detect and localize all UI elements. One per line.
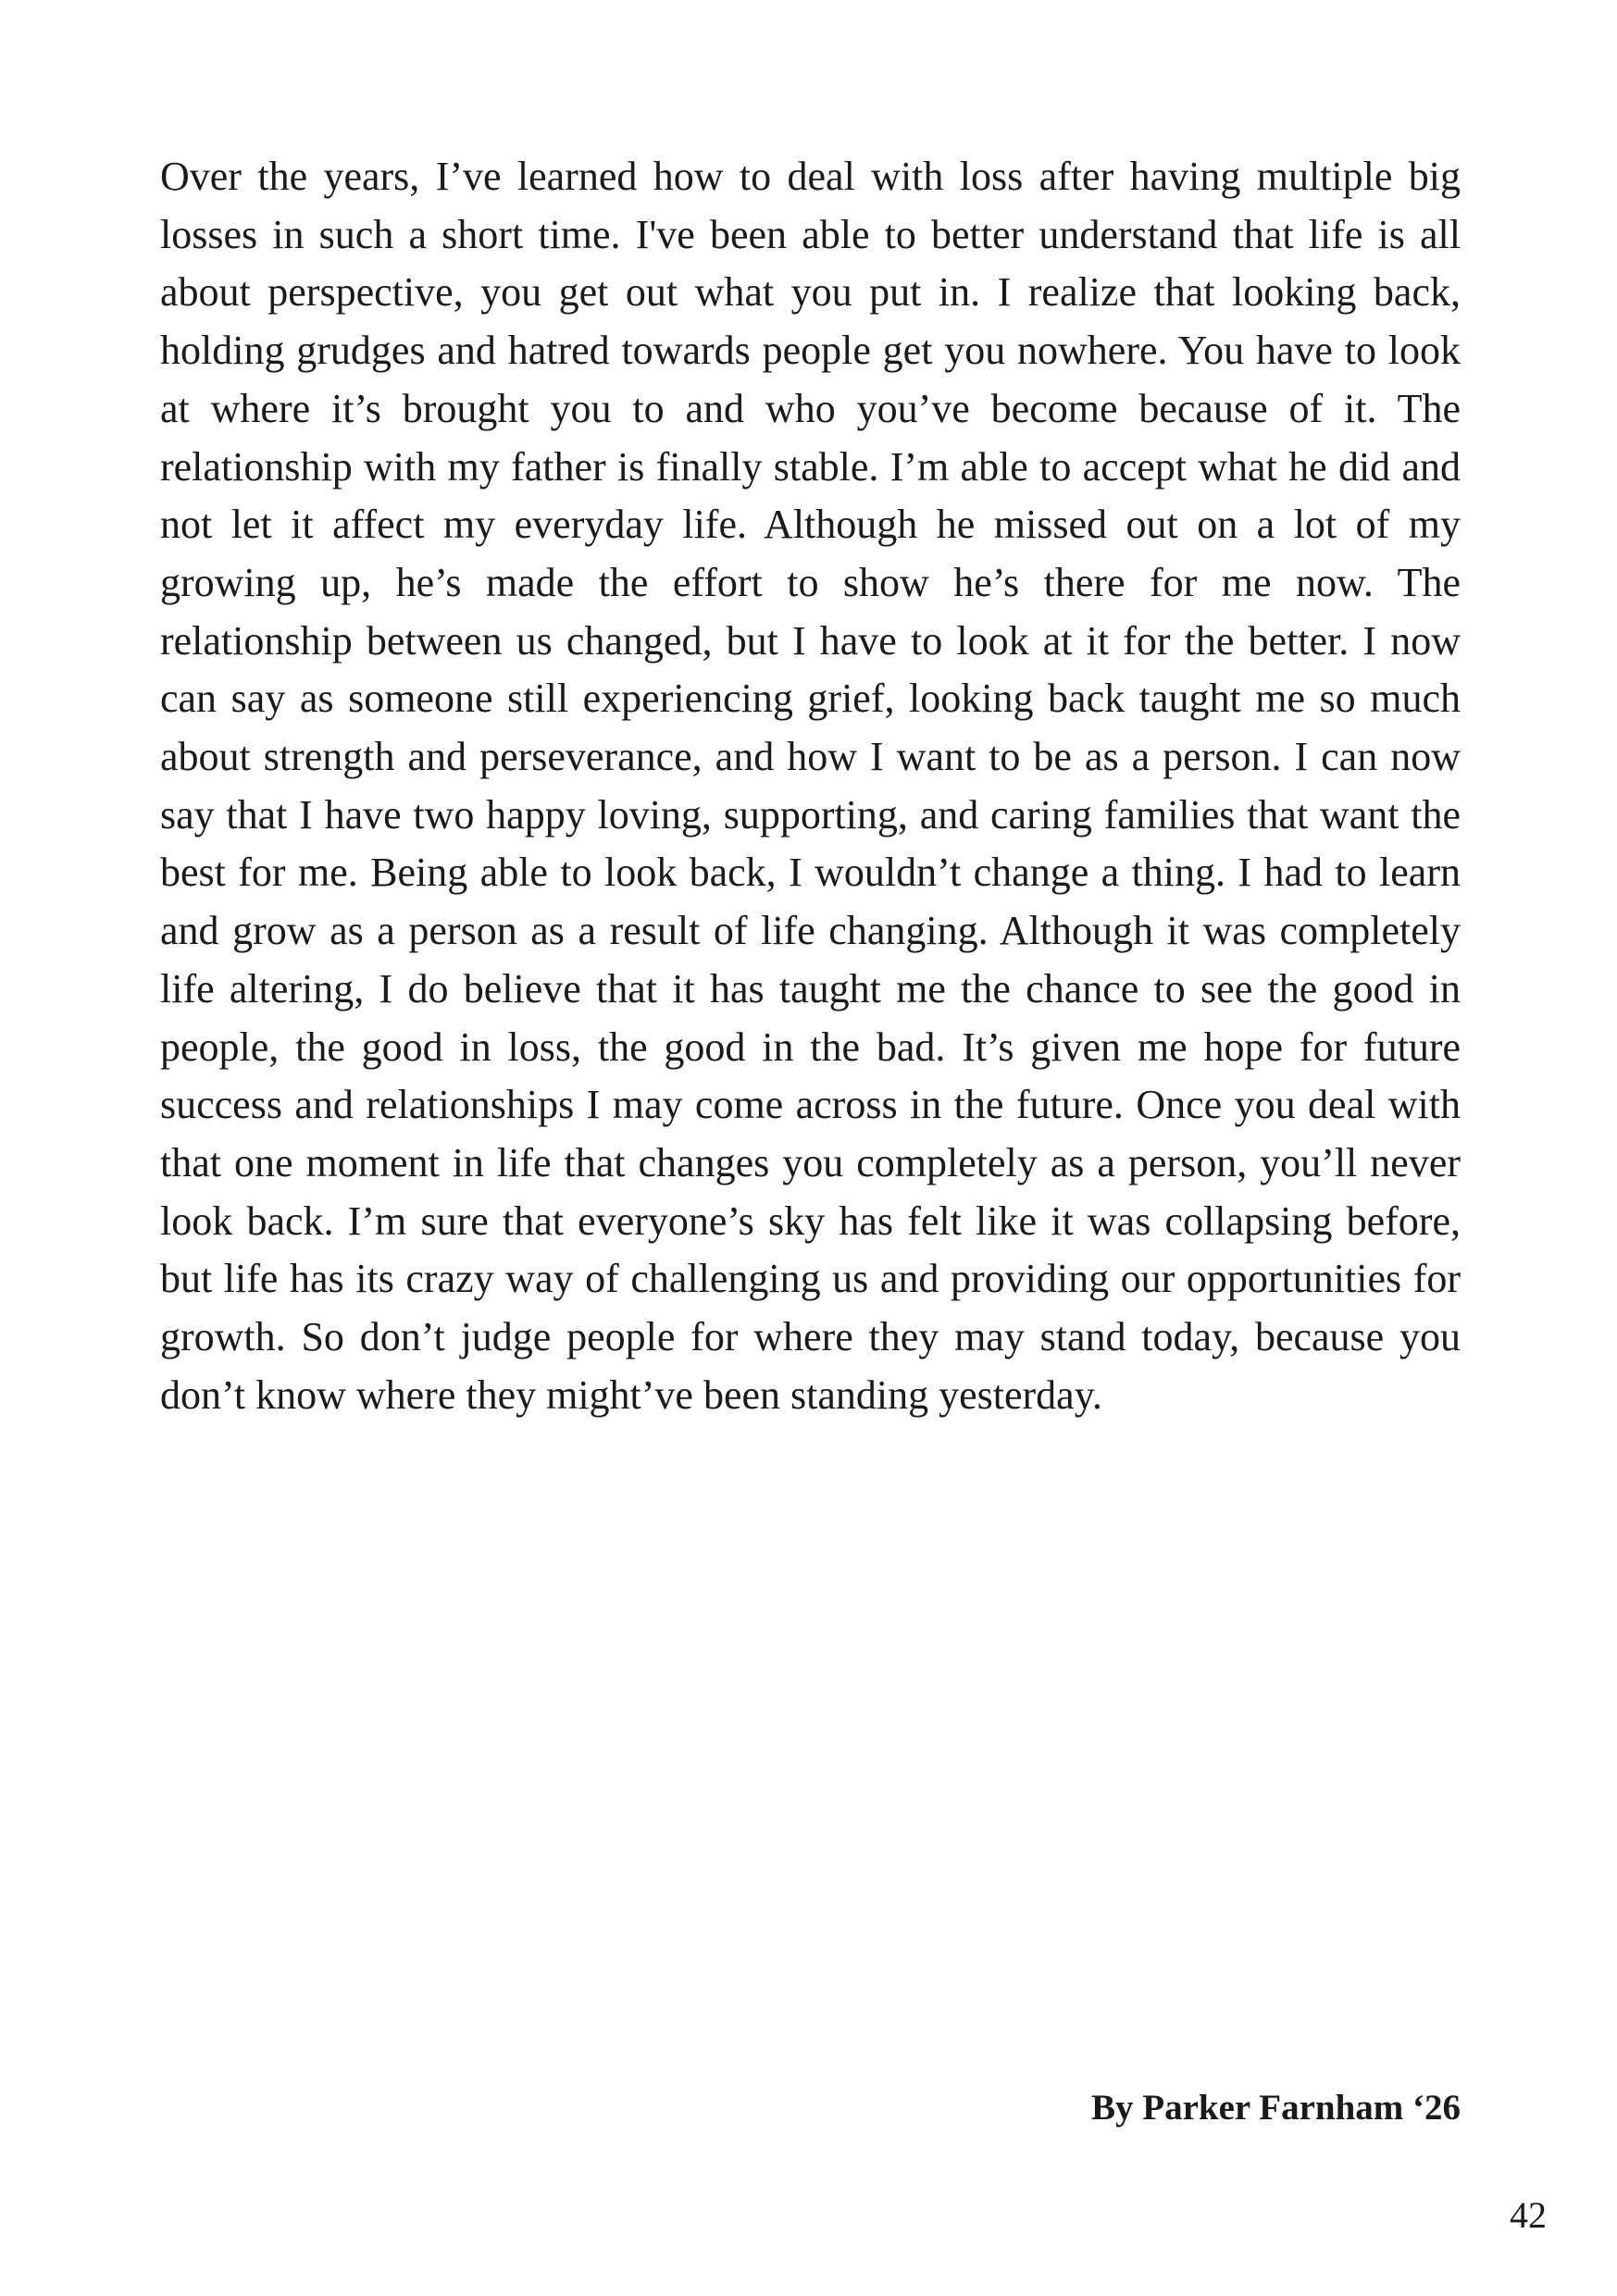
- author-byline: By Parker Farnham ‘26: [1091, 2088, 1461, 2128]
- article-body-paragraph: Over the years, I’ve learned how to deal with loss after having multiple big losses in such a short time. I've been able to better understand that life is all about perspective, you get out what you put in. I realize that looking back, holding grudges and hatred towards people get you nowhere. You have to look at where it’s brought you to and who you’ve become because of it. The relationship with my father is finally stable. I’m able to accept what he did and not let it affect my everyday life. Although he missed out on a lot of my growing up, he’s made the effort to show he’s there for me now. The relationship between us changed, but I have to look at it for the better. I now can say as someone still experiencing grief, looking back taught me so much about strength and perseverance, and how I want to be as a person. I can now say that I have two happy loving, supporting, and caring families that want the best for me. Being able to look back, I wouldn’t change a thing. I had to learn and grow as a person as a result of life changing. Although it was completely life altering, I do believe that it has taught me the chance to see the good in people, the good in loss, the good in the bad. It’s given me hope for future success and relationships I may come across in the future. Once you deal with that one moment in life that changes you completely as a person, you’ll never look back. I’m sure that everyone’s sky has felt like it was collapsing before, but life has its crazy way of challenging us and providing our opportunities for growth. So don’t judge people for where they may stand today, because you don’t know where they might’ve been standing yesterday.: [160, 154, 1461, 1418]
- page-number: 42: [1510, 2194, 1547, 2236]
